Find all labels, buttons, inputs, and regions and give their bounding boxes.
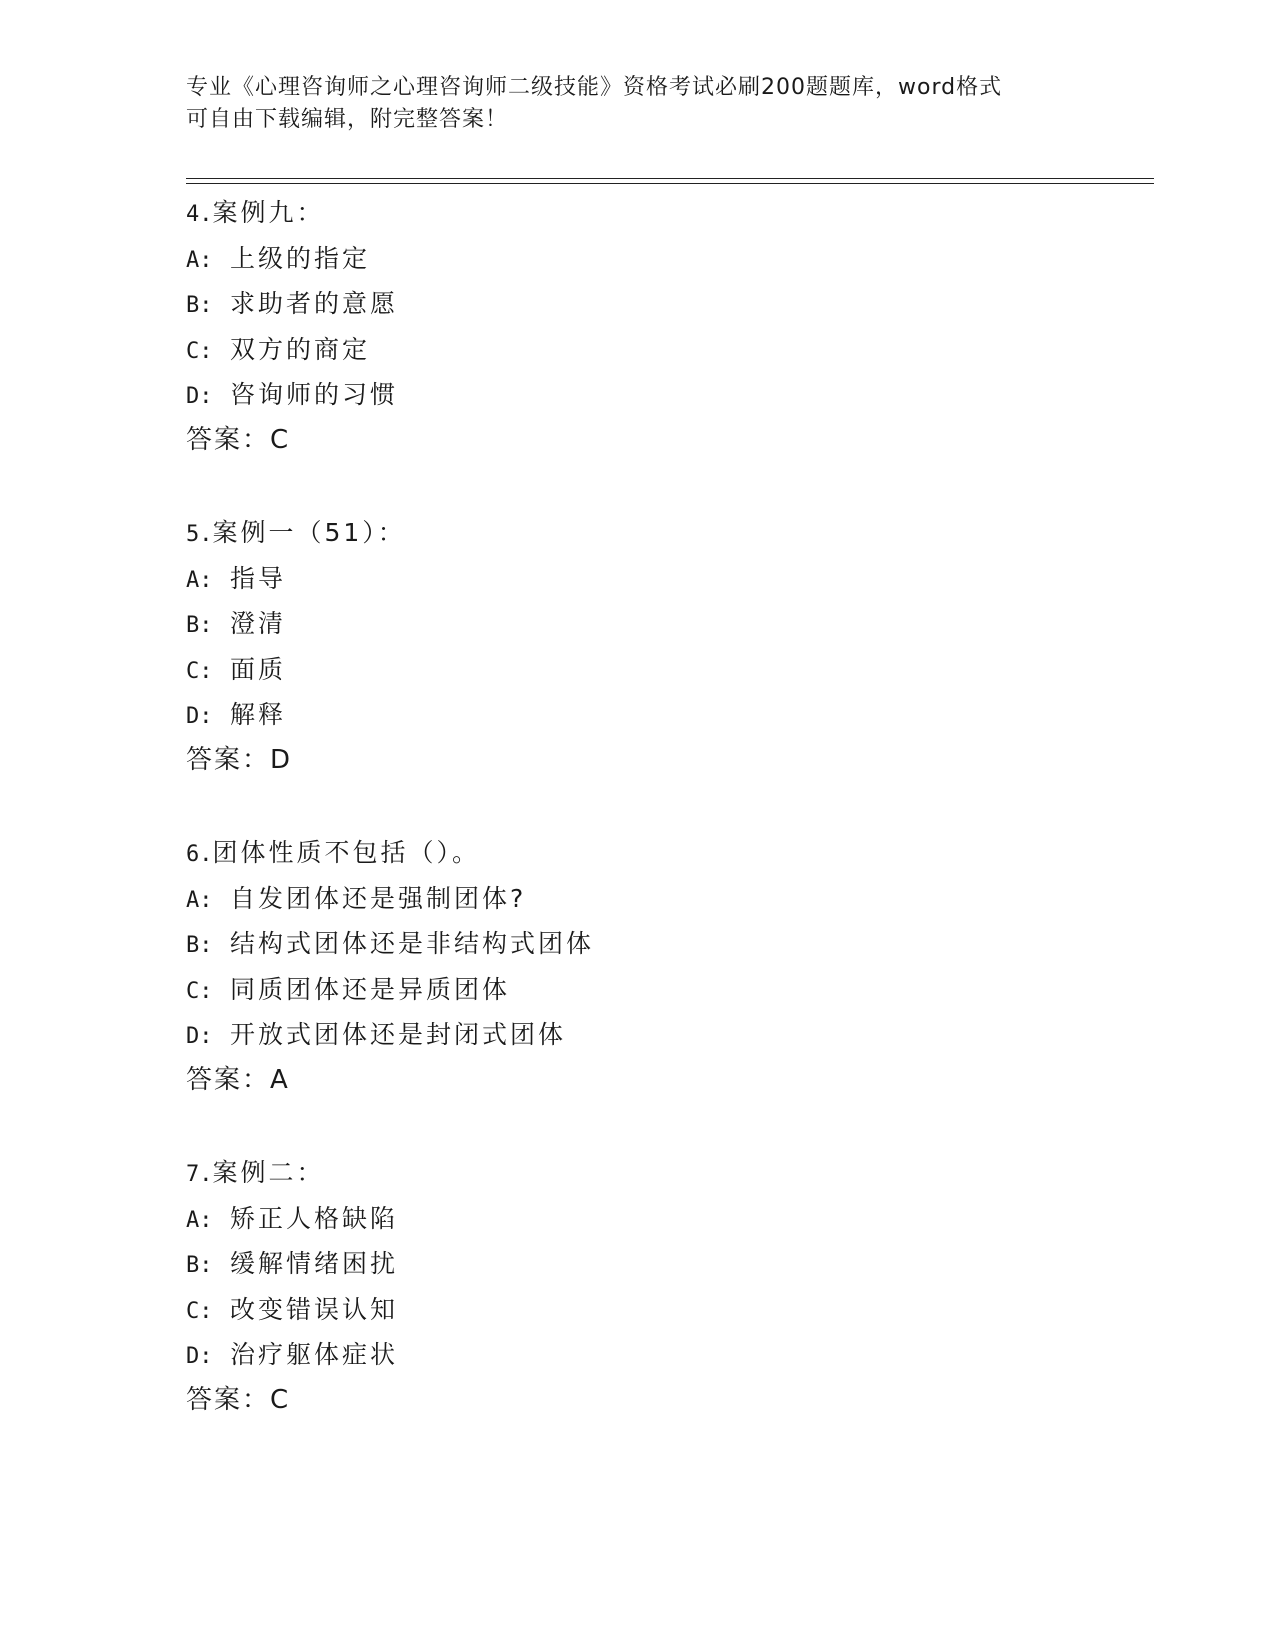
- option-key: D:: [186, 384, 213, 410]
- option-key: D:: [186, 1344, 213, 1370]
- option-key: C:: [186, 338, 213, 364]
- option-d: [186, 372, 1086, 418]
- option-b: [186, 1241, 1086, 1287]
- option-b: [186, 601, 1086, 647]
- option-key: A:: [186, 1207, 213, 1233]
- option-key: C:: [186, 658, 213, 684]
- header-line-2: 可自由下载编辑，附完整答案！: [186, 107, 509, 132]
- question-text: 团体性质不包括（）。: [212, 838, 481, 867]
- option-text: 求助者的意愿: [230, 289, 399, 319]
- header-line-1: 专业《心理咨询师之心理咨询师二级技能》资格考试必刷200题题库，word格式: [186, 75, 1003, 100]
- option-text: 面质: [230, 654, 287, 684]
- header-divider-top: [186, 178, 1154, 179]
- answer-line: 答案：C: [186, 424, 291, 455]
- option-key: B:: [186, 613, 213, 639]
- option-key: A:: [186, 567, 213, 593]
- question-number: 7.: [186, 1162, 213, 1187]
- answer-line: 答案：C: [186, 1384, 291, 1415]
- option-a: [186, 556, 1086, 602]
- option-key: B:: [186, 1253, 213, 1279]
- question-text: 案例二：: [212, 1158, 325, 1187]
- option-text: 双方的商定: [230, 334, 371, 364]
- option-key: C:: [186, 978, 213, 1004]
- option-text: 同质团体还是异质团体: [230, 974, 511, 1004]
- option-text: 缓解情绪困扰: [230, 1249, 399, 1279]
- option-d: [186, 1012, 1086, 1058]
- option-a: [186, 876, 1086, 922]
- question-6: [186, 830, 1086, 1150]
- option-a: [186, 1196, 1086, 1242]
- option-c: [186, 327, 1086, 373]
- question-stem: [186, 510, 1086, 556]
- option-text: 咨询师的习惯: [230, 380, 399, 410]
- document-header: [186, 72, 1086, 136]
- question-list: [186, 190, 1086, 1470]
- answer-line: 答案：D: [186, 744, 293, 775]
- option-text: 治疗躯体症状: [230, 1340, 399, 1370]
- question-number: 6.: [186, 842, 213, 867]
- option-b: [186, 281, 1086, 327]
- option-c: [186, 647, 1086, 693]
- option-text: 结构式团体还是非结构式团体: [230, 929, 595, 959]
- option-c: [186, 967, 1086, 1013]
- question-number: 5.: [186, 522, 213, 547]
- option-d: [186, 1332, 1086, 1378]
- question-stem: [186, 1150, 1086, 1196]
- question-number: 4.: [186, 202, 213, 227]
- option-c: [186, 1287, 1086, 1333]
- option-text: 解释: [230, 700, 287, 730]
- header-divider-bottom: [186, 183, 1154, 184]
- option-d: [186, 692, 1086, 738]
- option-key: B:: [186, 933, 213, 959]
- question-text: 案例九：: [212, 198, 325, 227]
- option-text: 开放式团体还是封闭式团体: [230, 1020, 567, 1050]
- option-text: 改变错误认知: [230, 1294, 399, 1324]
- option-text: 指导: [230, 563, 287, 593]
- option-b: [186, 921, 1086, 967]
- option-key: A:: [186, 247, 213, 273]
- option-text: 自发团体还是强制团体?: [230, 883, 527, 913]
- question-5: [186, 510, 1086, 830]
- question-stem: [186, 190, 1086, 236]
- question-4: [186, 190, 1086, 510]
- option-key: D:: [186, 704, 213, 730]
- question-7: [186, 1150, 1086, 1470]
- option-text: 上级的指定: [230, 243, 371, 273]
- option-key: B:: [186, 293, 213, 319]
- option-key: D:: [186, 1024, 213, 1050]
- option-key: C:: [186, 1298, 213, 1324]
- option-text: 澄清: [230, 609, 287, 639]
- question-stem: [186, 830, 1086, 876]
- option-text: 矫正人格缺陷: [230, 1203, 399, 1233]
- option-a: [186, 236, 1086, 282]
- question-text: 案例一（51）：: [212, 518, 406, 547]
- option-key: A:: [186, 887, 213, 913]
- answer-line: 答案：A: [186, 1064, 290, 1095]
